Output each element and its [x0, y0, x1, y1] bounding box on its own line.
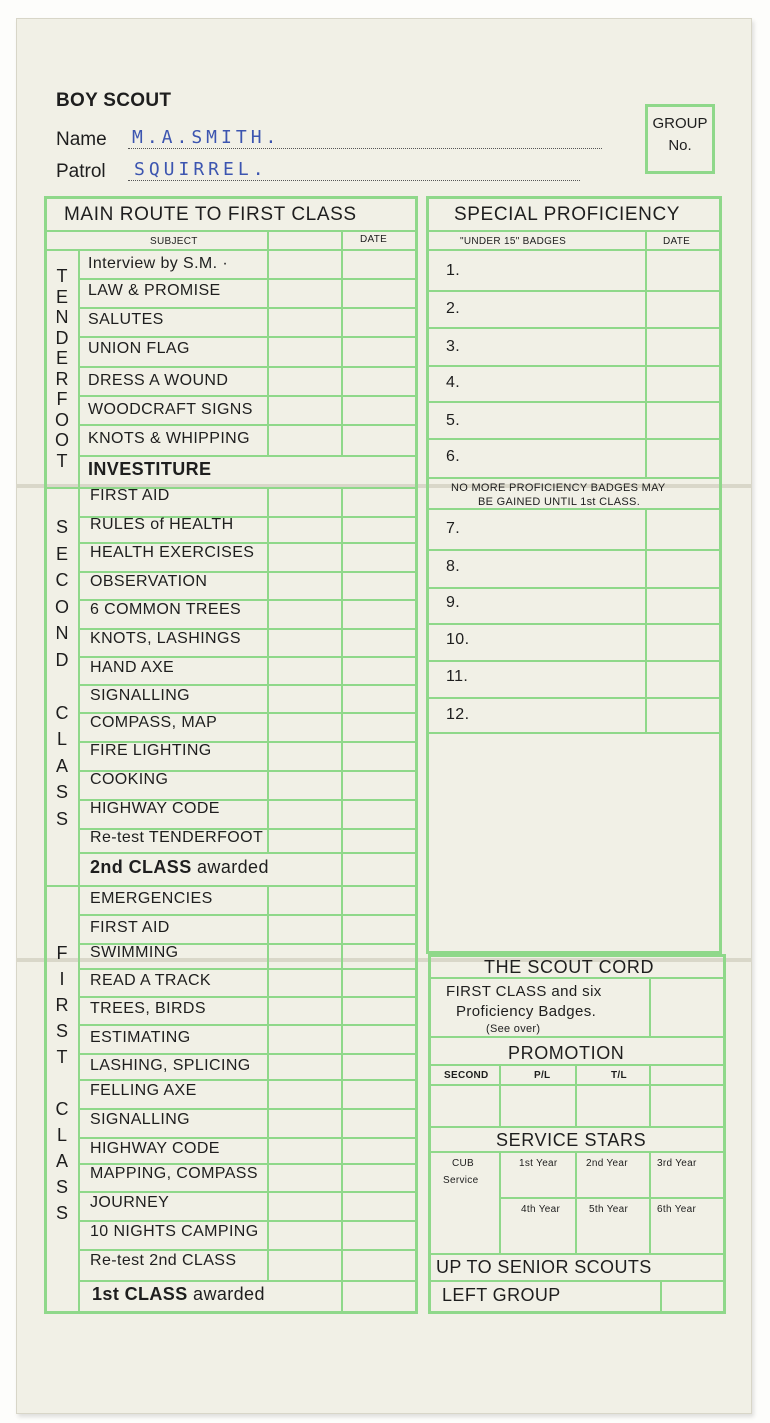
rule	[78, 424, 418, 426]
rule	[426, 508, 722, 510]
cub-label: CUB	[452, 1158, 475, 1169]
rule	[426, 697, 722, 699]
rule	[78, 1280, 418, 1282]
date-header: DATE	[360, 234, 388, 245]
year-3: 3rd Year	[657, 1158, 697, 1169]
vertical-letter: A	[55, 1151, 68, 1171]
badge-number: 8.	[446, 558, 461, 575]
subject-item: HIGHWAY CODE	[90, 800, 220, 817]
badge-number: 6.	[446, 448, 461, 465]
badges-header: "UNDER 15" BADGES	[460, 236, 567, 247]
card-title: BOY SCOUT	[56, 90, 172, 111]
vertical-letter: T	[56, 450, 68, 471]
rule	[426, 290, 722, 292]
subject-item: LAW & PROMISE	[88, 282, 221, 299]
year-5: 5th Year	[589, 1204, 629, 1215]
vertical-letter: L	[56, 729, 67, 749]
subject-item: Interview by S.M. ·	[88, 255, 229, 272]
name-value: M.A.SMITH.	[132, 127, 281, 148]
rule	[499, 1151, 501, 1253]
vertical-letter: S	[55, 1203, 68, 1223]
subject-item: KNOTS, LASHINGS	[90, 630, 241, 647]
badge-number: 1.	[446, 262, 461, 279]
subject-item: MAPPING, COMPASS	[90, 1165, 258, 1182]
rule	[78, 684, 418, 686]
subject-item: FIRST AID	[90, 487, 170, 504]
special-proficiency-panel	[426, 196, 722, 954]
subject-item: DRESS A WOUND	[88, 372, 229, 389]
first-class-award-bold: 1st CLASS	[92, 1284, 188, 1304]
subject-item: FIRST AID	[90, 919, 170, 936]
rule	[78, 249, 80, 1314]
rule	[426, 587, 722, 589]
patrol-value: SQUIRREL.	[134, 159, 268, 180]
badge-number: 10.	[446, 631, 470, 648]
group-label: GROUP	[652, 115, 708, 132]
rule	[428, 1280, 726, 1282]
subject-item: SIGNALLING	[90, 687, 191, 704]
year-6: 6th Year	[657, 1204, 697, 1215]
subject-item: ESTIMATING	[90, 1029, 191, 1046]
subject-item: FIRE LIGHTING	[90, 742, 212, 759]
vertical-letter: S	[55, 517, 68, 537]
rule	[78, 1137, 418, 1139]
vertical-letter: C	[55, 570, 69, 590]
vertical-letter: E	[55, 543, 68, 564]
rule	[426, 401, 722, 403]
subject-item: FELLING AXE	[90, 1082, 197, 1099]
rule	[428, 1253, 726, 1255]
rule	[426, 477, 722, 479]
rule	[78, 1191, 418, 1193]
notice-line-1: NO MORE PROFICIENCY BADGES MAY	[451, 482, 666, 494]
vertical-letter: T	[56, 266, 68, 286]
rule	[499, 1064, 501, 1126]
vertical-letter: S	[55, 1177, 68, 1197]
rule	[78, 656, 418, 658]
vertical-letter: E	[55, 348, 68, 368]
rule	[426, 660, 722, 662]
left-group-label: LEFT GROUP	[442, 1285, 561, 1305]
vertical-letter: E	[55, 286, 68, 307]
badges-date-header: DATE	[663, 236, 691, 247]
subject-item: EMERGENCIES	[90, 890, 213, 907]
vertical-letter: O	[54, 430, 69, 450]
rule	[78, 1053, 418, 1055]
rule	[78, 1220, 418, 1222]
first-class-vertical-label	[50, 940, 74, 1226]
scout-cord-line-1: FIRST CLASS and six	[446, 983, 602, 1000]
tenderfoot-vertical-label	[50, 266, 74, 471]
vertical-letter: F	[56, 389, 68, 409]
rule	[426, 623, 722, 625]
badge-number: 3.	[446, 338, 461, 355]
subject-item: UNION FLAG	[88, 340, 190, 357]
rule	[428, 1084, 726, 1086]
vertical-letter: O	[54, 596, 69, 617]
promotion-col-pl: P/L	[534, 1070, 551, 1081]
year-2: 2nd Year	[586, 1158, 628, 1169]
badge-number: 4.	[446, 374, 461, 391]
subject-header: SUBJECT	[150, 236, 198, 247]
rule	[44, 230, 418, 232]
vertical-letter: I	[59, 969, 65, 989]
rule	[78, 336, 418, 338]
promotion-col-tl: T/L	[611, 1070, 627, 1081]
subject-item: RULES of HEALTH	[90, 516, 234, 533]
first-class-awarded	[92, 1284, 265, 1305]
vertical-letter: C	[55, 702, 69, 723]
subject-item: HAND AXE	[90, 659, 175, 676]
vertical-letter: D	[55, 327, 69, 348]
vertical-letter: R	[55, 995, 69, 1015]
rule	[44, 885, 418, 887]
second-class-vertical-label	[50, 514, 74, 832]
subject-item: Re-test 2nd CLASS	[90, 1252, 237, 1269]
name-label: Name	[56, 129, 107, 150]
rule	[78, 1079, 418, 1081]
rule	[428, 977, 726, 979]
rule	[44, 249, 418, 251]
rule	[428, 1126, 726, 1128]
subject-item: HIGHWAY CODE	[90, 1140, 220, 1157]
vertical-letter: D	[55, 649, 69, 670]
subject-item: LASHING, SPLICING	[90, 1057, 251, 1074]
subject-item: SALUTES	[88, 311, 164, 328]
badge-number: 7.	[446, 520, 461, 537]
scout-cord-line-2: Proficiency Badges.	[456, 1003, 597, 1020]
rule	[426, 327, 722, 329]
rule	[575, 1064, 577, 1126]
rule	[78, 395, 418, 397]
subject-item: JOURNEY	[90, 1194, 170, 1211]
rule	[78, 1024, 418, 1026]
rule	[426, 230, 722, 232]
vertical-letter: S	[55, 808, 68, 829]
vertical-letter: O	[54, 409, 69, 430]
rule	[78, 968, 418, 970]
patrol-label: Patrol	[56, 161, 106, 182]
vertical-letter: C	[55, 1099, 69, 1119]
subject-item: COOKING	[90, 771, 169, 788]
rule	[649, 1064, 651, 1126]
rule	[428, 1064, 726, 1066]
rule	[78, 455, 418, 457]
badge-number: 11.	[446, 668, 469, 685]
rule	[428, 1151, 726, 1153]
vertical-letter: A	[55, 755, 68, 776]
year-1: 1st Year	[519, 1158, 558, 1169]
subject-item: KNOTS & WHIPPING	[88, 430, 250, 447]
rule	[660, 1280, 662, 1314]
vertical-letter: R	[55, 368, 69, 389]
second-class-awarded	[90, 857, 269, 878]
group-no-label: No.	[668, 137, 692, 154]
rule	[649, 1151, 651, 1253]
subject-item: 6 COMMON TREES	[90, 601, 242, 618]
cub-service-label: Service	[443, 1175, 479, 1186]
rule	[426, 365, 722, 367]
rule	[78, 914, 418, 916]
badge-number: 12.	[446, 706, 470, 723]
rule	[426, 249, 722, 251]
vertical-letter: S	[55, 1021, 68, 1041]
year-4: 4th Year	[521, 1204, 561, 1215]
subject-item: HEALTH EXERCISES	[90, 544, 255, 561]
patrol-line	[128, 180, 580, 181]
badge-number: 9.	[446, 594, 461, 611]
rule	[78, 1249, 418, 1251]
rule	[575, 1151, 577, 1253]
vertical-letter	[50, 1070, 74, 1096]
first-class-award-rest: awarded	[193, 1284, 265, 1304]
rule	[78, 852, 418, 854]
vertical-letter: T	[56, 1047, 68, 1067]
vertical-letter: S	[55, 782, 68, 802]
special-proficiency-title: SPECIAL PROFICIENCY	[454, 204, 681, 225]
group-number-box	[645, 104, 715, 174]
subject-item: OBSERVATION	[90, 573, 208, 590]
promotion-title: PROMOTION	[508, 1043, 625, 1063]
rule	[426, 438, 722, 440]
promotion-col-second: SECOND	[444, 1070, 489, 1081]
subject-item: INVESTITURE	[88, 459, 212, 479]
rule	[341, 230, 343, 455]
second-class-award-rest: awarded	[197, 857, 269, 877]
rule	[267, 230, 269, 455]
notice-line-2: BE GAINED UNTIL 1st CLASS.	[478, 496, 641, 508]
subject-item: COMPASS, MAP	[90, 714, 218, 731]
rule	[428, 1036, 726, 1038]
rule	[649, 977, 651, 1036]
subject-item: 10 NIGHTS CAMPING	[90, 1223, 259, 1240]
rule	[499, 1197, 726, 1199]
subject-item: Re-test TENDERFOOT	[90, 829, 264, 846]
vertical-letter	[50, 673, 74, 700]
vertical-letter: N	[55, 307, 69, 327]
rule	[341, 487, 343, 885]
rule	[78, 1108, 418, 1110]
scout-cord-see-over: (See over)	[486, 1023, 541, 1035]
subject-item: WOODCRAFT SIGNS	[88, 401, 253, 418]
second-class-award-bold: 2nd CLASS	[90, 857, 192, 877]
rule	[78, 307, 418, 309]
rule	[426, 549, 722, 551]
subject-item: READ A TRACK	[90, 972, 211, 989]
vertical-letter: L	[56, 1125, 67, 1145]
rule	[78, 278, 418, 280]
rule	[78, 366, 418, 368]
badge-number: 5.	[446, 412, 461, 429]
subject-item: SIGNALLING	[90, 1111, 191, 1128]
badge-number: 2.	[446, 300, 461, 317]
main-route-title: MAIN ROUTE TO FIRST CLASS	[64, 204, 357, 225]
subject-item: SWIMMING	[90, 944, 179, 961]
senior-scouts-label: UP TO SENIOR SCOUTS	[436, 1257, 652, 1277]
vertical-letter: N	[55, 623, 69, 643]
vertical-letter: F	[56, 943, 68, 963]
rule	[426, 732, 722, 734]
service-stars-title: SERVICE STARS	[496, 1130, 647, 1150]
rule	[78, 996, 418, 998]
scout-cord-title: THE SCOUT CORD	[484, 957, 655, 977]
subject-item: TREES, BIRDS	[90, 1000, 206, 1017]
name-line	[128, 148, 602, 149]
